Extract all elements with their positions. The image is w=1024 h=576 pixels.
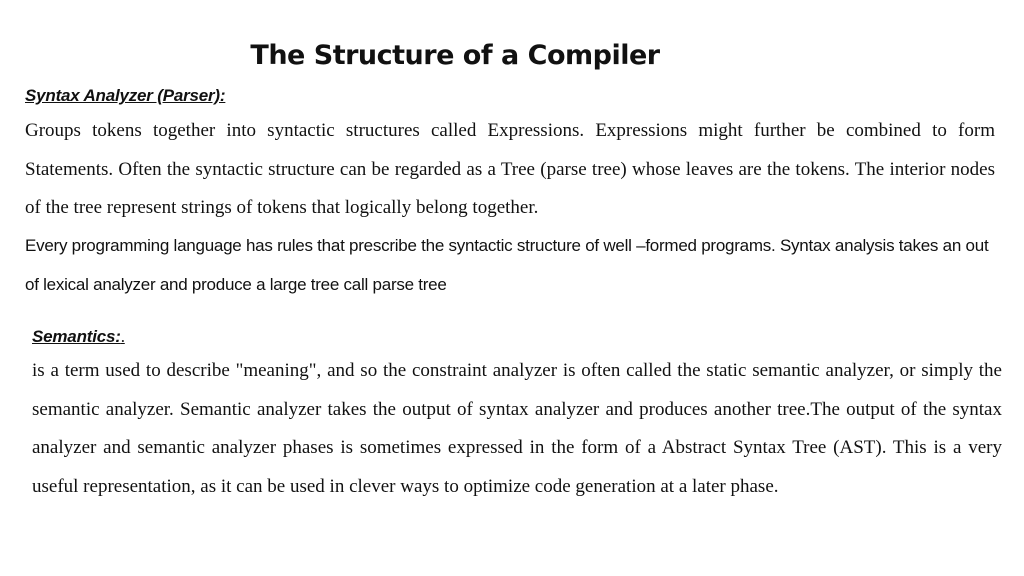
semantics-paragraph: is a term used to describe "meaning", and so the constraint analyzer is often called the static semantic analyzer, or simply the semantic analyzer. Semantic analyzer takes the output of syntax analyzer and produces another tree.The output of the syntax analyzer and semantic analyzer phases is sometimes expressed in the form of a Abstract Syntax Tree (AST). This is a very useful representation, as it can be used in clever ways to optimize code generation at a later phase. [32,360,1002,497]
semantics-heading: Semantics: [32,327,121,346]
slide-title: The Structure of a Compiler [250,40,660,71]
semantics-heading-block [32,327,125,347]
syntax-analysis-note: Every programming language has rules that prescribe the syntactic structure of well –formed programs. Syntax analysis takes an out of lexical analyzer and produce a large tree call parse tree [25,236,989,294]
syntax-analyzer-paragraph: Groups tokens together into syntactic structures called Expressions. Expressions might further be combined to form Statements. Often the syntactic structure can be regarded as a Tree (parse tree) whose leaves are the tokens. The interior nodes of the tree represent strings of tokens that logically belong together. [25,120,995,218]
semantics-heading-suffix: . [120,327,125,346]
syntax-analyzer-heading: Syntax Analyzer (Parser): [25,86,226,105]
